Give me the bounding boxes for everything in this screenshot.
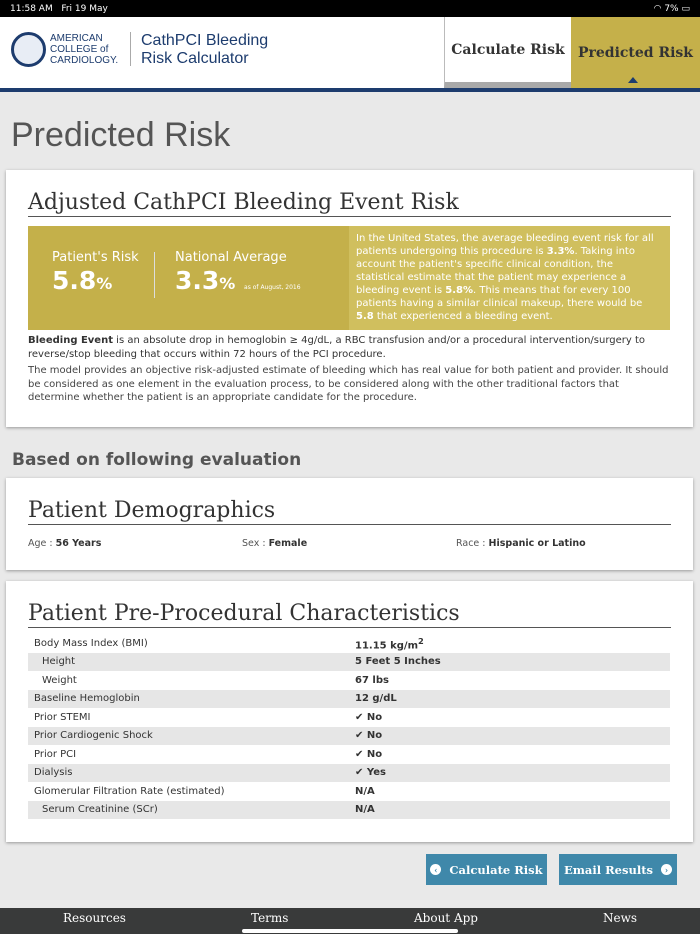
email-results-button[interactable]: Email Results ›	[559, 854, 677, 885]
row-label: Weight	[42, 674, 77, 686]
model-note: The model provides an objective risk-adjusted estimate of bleeding which has real value for both patient and provider. It should be considered as one element in the evaluation process, to be considered along with the other traditional factors that determine whether the patient is an appropriate candidate for the procedure.	[28, 365, 669, 403]
table-row	[28, 690, 670, 709]
row-label: Prior PCI	[34, 748, 77, 760]
table-row	[28, 727, 670, 746]
risk-explanation: In the United States, the average bleeding event risk for all patients undergoing this procedure is 3.3%. Taking into account the patient's specific clinical condition, the statistical estimate that the patient may experience a bleeding event is 5.8%. This means that for every 100 patients having a similar clinical makeup, there would be 5.8 that experienced a bleeding event.	[349, 226, 670, 330]
row-value: ✔ No	[355, 748, 383, 760]
row-value: N/A	[355, 804, 375, 816]
tab-predicted-risk[interactable]: Predicted Risk	[571, 17, 700, 88]
row-label: Baseline Hemoglobin	[34, 693, 140, 705]
row-value: N/A	[355, 785, 375, 797]
patient-risk-value: 5.8%	[52, 266, 113, 295]
row-label: Body Mass Index (BMI)	[34, 637, 148, 649]
bleeding-definition: Bleeding Event is an absolute drop in hemoglobin ≥ 4g/dL, a RBC transfusion and/or a procedural intervention/surgery to reverse/stop bleeding that occurs within 72 hours of the PCI procedure.	[28, 335, 646, 360]
demographics-card: Patient Demographics Age : 56 Years Sex : Female Race : Hispanic or Latino	[6, 478, 693, 570]
table-row	[28, 745, 670, 764]
battery-icon: ▭	[681, 3, 690, 14]
row-label: Prior Cardiogenic Shock	[34, 730, 153, 742]
app-header	[0, 17, 700, 88]
row-label: Dialysis	[34, 767, 73, 779]
chevron-right-circle-icon: ›	[661, 864, 672, 875]
table-row	[28, 653, 670, 672]
app-title: CathPCI Bleeding Risk Calculator	[141, 32, 269, 67]
section-heading: Based on following evaluation	[12, 450, 302, 470]
row-label: Prior STEMI	[34, 711, 91, 723]
footer-news[interactable]: News	[603, 911, 638, 925]
table-row	[28, 708, 670, 727]
header-rule	[0, 88, 700, 92]
row-value: 11.15 $kg/m^2$	[355, 635, 424, 651]
row-value: 67 lbs	[355, 674, 389, 686]
national-average-value: 3.3% as of August, 2016	[175, 266, 301, 295]
check-icon: ✔	[355, 767, 364, 779]
table-row	[28, 671, 670, 690]
risk-card	[6, 170, 693, 427]
tab-calculate-risk[interactable]: Calculate Risk	[444, 17, 571, 88]
active-tab-caret	[628, 77, 638, 83]
calculate-risk-button[interactable]: ‹ Calculate Risk	[426, 854, 547, 885]
page-title: Predicted Risk	[11, 116, 231, 154]
footer-resources[interactable]: Resources	[63, 911, 126, 925]
table-row	[28, 801, 670, 820]
check-icon: ✔	[355, 748, 364, 760]
check-icon: ✔	[355, 730, 364, 742]
row-value: 12 g/dL	[355, 693, 397, 705]
footer-terms[interactable]: Terms	[251, 911, 289, 925]
acc-seal-logo	[11, 32, 46, 67]
divider	[130, 32, 131, 66]
row-label: Height	[42, 656, 76, 668]
check-icon: ✔	[355, 711, 364, 723]
table-row	[28, 634, 670, 653]
sex-field: Sex : Female	[242, 538, 308, 549]
home-indicator	[242, 929, 458, 933]
risk-heading: Adjusted CathPCI Bleeding Event Risk	[28, 190, 671, 217]
footer-about[interactable]: About App	[414, 911, 478, 925]
row-value: ✔ No	[355, 711, 383, 723]
row-value: 5 Feet 5 Inches	[355, 656, 441, 668]
characteristics-card: Patient Pre-Procedural Characteristics Body Mass Index (BMI) 11.15 $kg/m^2$ Height 5 Feet 5 Inches Weight 67 lbs Baseline Hemoglobin 12 g/dL Prior STEMI ✔ No Prior Cardiogenic Shock ✔ No Prior PCI ✔ No Dialysis ✔ Yes Glomerular Filtration Rate (estimated) N/A Serum Creatinine (SCr) N/A	[6, 581, 693, 842]
chevron-left-circle-icon: ‹	[430, 864, 441, 875]
status-bar: 11:58 AM Fri 19 May ◠ 7% ▭	[0, 0, 700, 17]
row-label: Serum Creatinine (SCr)	[42, 804, 158, 816]
risk-summary-box: Patient's Risk 5.8% National Average 3.3% as of August, 2016 In the United States, the average bleeding event risk for all patients undergoing this procedure is 3.3%. Taking into account the patient's specific clinical condition, the statistical estimate that the patient may experience a bleeding event is 5.8%. This means that for every 100 patients having a similar clinical makeup, there would be 5.8 that experienced a bleeding event.	[28, 226, 670, 330]
wifi-icon: ◠	[653, 3, 662, 14]
row-value: ✔ No	[355, 730, 383, 742]
acc-wordmark: AMERICAN COLLEGE of CARDIOLOGY.	[50, 33, 119, 66]
age-field: Age : 56 Years	[28, 538, 102, 549]
table-row	[28, 764, 670, 783]
race-field: Race : Hispanic or Latino	[456, 538, 586, 549]
row-label: Glomerular Filtration Rate (estimated)	[34, 785, 225, 797]
characteristics-table	[28, 634, 670, 819]
row-value: ✔ Yes	[355, 767, 386, 779]
table-row	[28, 782, 670, 801]
